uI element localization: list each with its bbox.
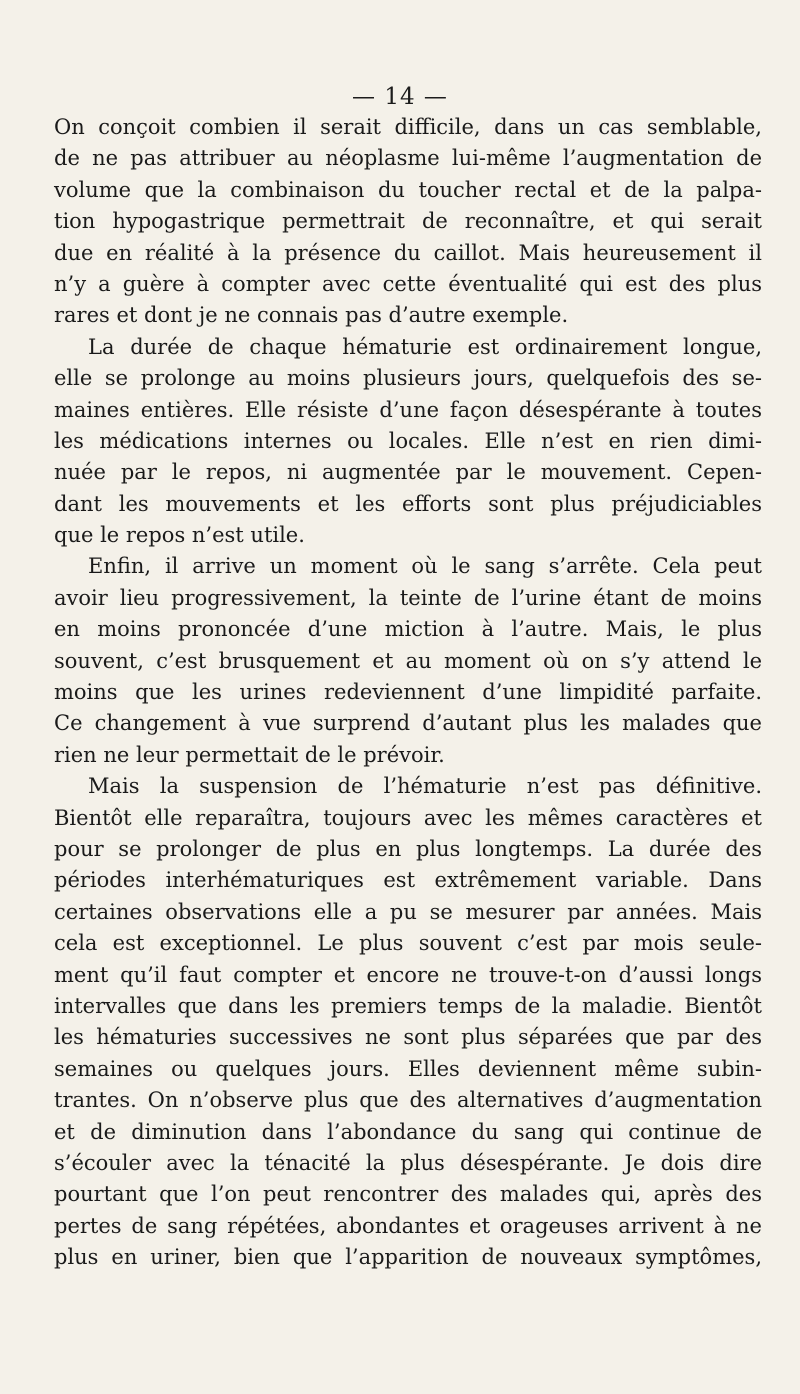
text-line: La durée de chaque hématurie est ordinairement longue, xyxy=(88,334,762,359)
text-line: de ne pas attribuer au néoplasme lui-même l’augmentation de xyxy=(54,146,762,171)
text-line: Mais la suspension de l’hématurie n’est pas définitive. xyxy=(88,774,762,799)
text-line: avoir lieu progressivement, la teinte de l’urine étant de moins xyxy=(54,585,762,610)
text-line: pertes de sang répétées, abondantes et orageuses arrivent à ne xyxy=(54,1213,762,1238)
text-line: elle se prolonge au moins plusieurs jours, quelquefois des se- xyxy=(54,366,762,391)
text-line: périodes interhématuriques est extrêmement variable. Dans xyxy=(54,868,762,893)
text-line: Bientôt elle reparaîtra, toujours avec les mêmes caractères et xyxy=(54,805,762,830)
text-line: souvent, c’est brusquement et au moment où on s’y attend le xyxy=(54,648,762,673)
text-line: s’écouler avec la ténacité la plus désespérante. Je dois dire xyxy=(54,1150,762,1175)
body-text xyxy=(54,112,762,1273)
text-line: maines entières. Elle résiste d’une façon désespérante à toutes xyxy=(54,397,762,422)
text-line: intervalles que dans les premiers temps de la maladie. Bientôt xyxy=(54,993,762,1018)
page-number: — 14 — xyxy=(352,84,448,110)
text-line: et de diminution dans l’abondance du sang qui continue de xyxy=(54,1119,762,1144)
text-line: cela est exceptionnel. Le plus souvent c’est par mois seule- xyxy=(54,931,762,956)
text-line: pourtant que l’on peut rencontrer des malades qui, après des xyxy=(54,1182,762,1207)
text-line: trantes. On n’observe plus que des alternatives d’augmentation xyxy=(54,1088,762,1113)
text-line: Enfin, il arrive un moment où le sang s’arrête. Cela peut xyxy=(88,554,762,579)
text-line: moins que les urines redeviennent d’une limpidité parfaite. xyxy=(54,680,762,705)
text-line: en moins prononcée d’une miction à l’autre. Mais, le plus xyxy=(54,617,762,642)
text-line: dant les mouvements et les efforts sont plus préjudiciables xyxy=(54,491,762,516)
text-line: pour se prolonger de plus en plus longtemps. La durée des xyxy=(54,836,762,861)
text-line: certaines observations elle a pu se mesurer par années. Mais xyxy=(54,899,762,924)
text-line: nuée par le repos, ni augmentée par le mouvement. Cepen- xyxy=(54,460,762,485)
text-line: les médications internes ou locales. Elle n’est en rien dimi- xyxy=(54,428,762,453)
text-line: semaines ou quelques jours. Elles deviennent même subin- xyxy=(54,1056,762,1081)
text-line: volume que la combinaison du toucher rectal et de la palpa- xyxy=(54,177,762,202)
text-line: plus en uriner, bien que l’apparition de nouveaux symptômes, xyxy=(54,1245,762,1270)
text-line: rien ne leur permettait de le prévoir. xyxy=(54,742,445,767)
text-line: n’y a guère à compter avec cette éventualité qui est des plus xyxy=(54,271,762,296)
text-line: que le repos n’est utile. xyxy=(54,523,305,548)
text-line: due en réalité à la présence du caillot. Mais heureusement il xyxy=(54,240,762,265)
text-line: rares et dont je ne connais pas d’autre exemple. xyxy=(54,303,569,328)
text-line: tion hypogastrique permettrait de reconnaître, et qui serait xyxy=(54,209,762,234)
text-line: Ce changement à vue surprend d’autant plus les malades que xyxy=(54,711,762,736)
text-line: les hématuries successives ne sont plus séparées que par des xyxy=(54,1025,762,1050)
text-line: ment qu’il faut compter et encore ne trouve-t-on d’aussi longs xyxy=(54,962,762,987)
text-line: On conçoit combien il serait difficile, dans un cas semblable, xyxy=(54,115,762,139)
